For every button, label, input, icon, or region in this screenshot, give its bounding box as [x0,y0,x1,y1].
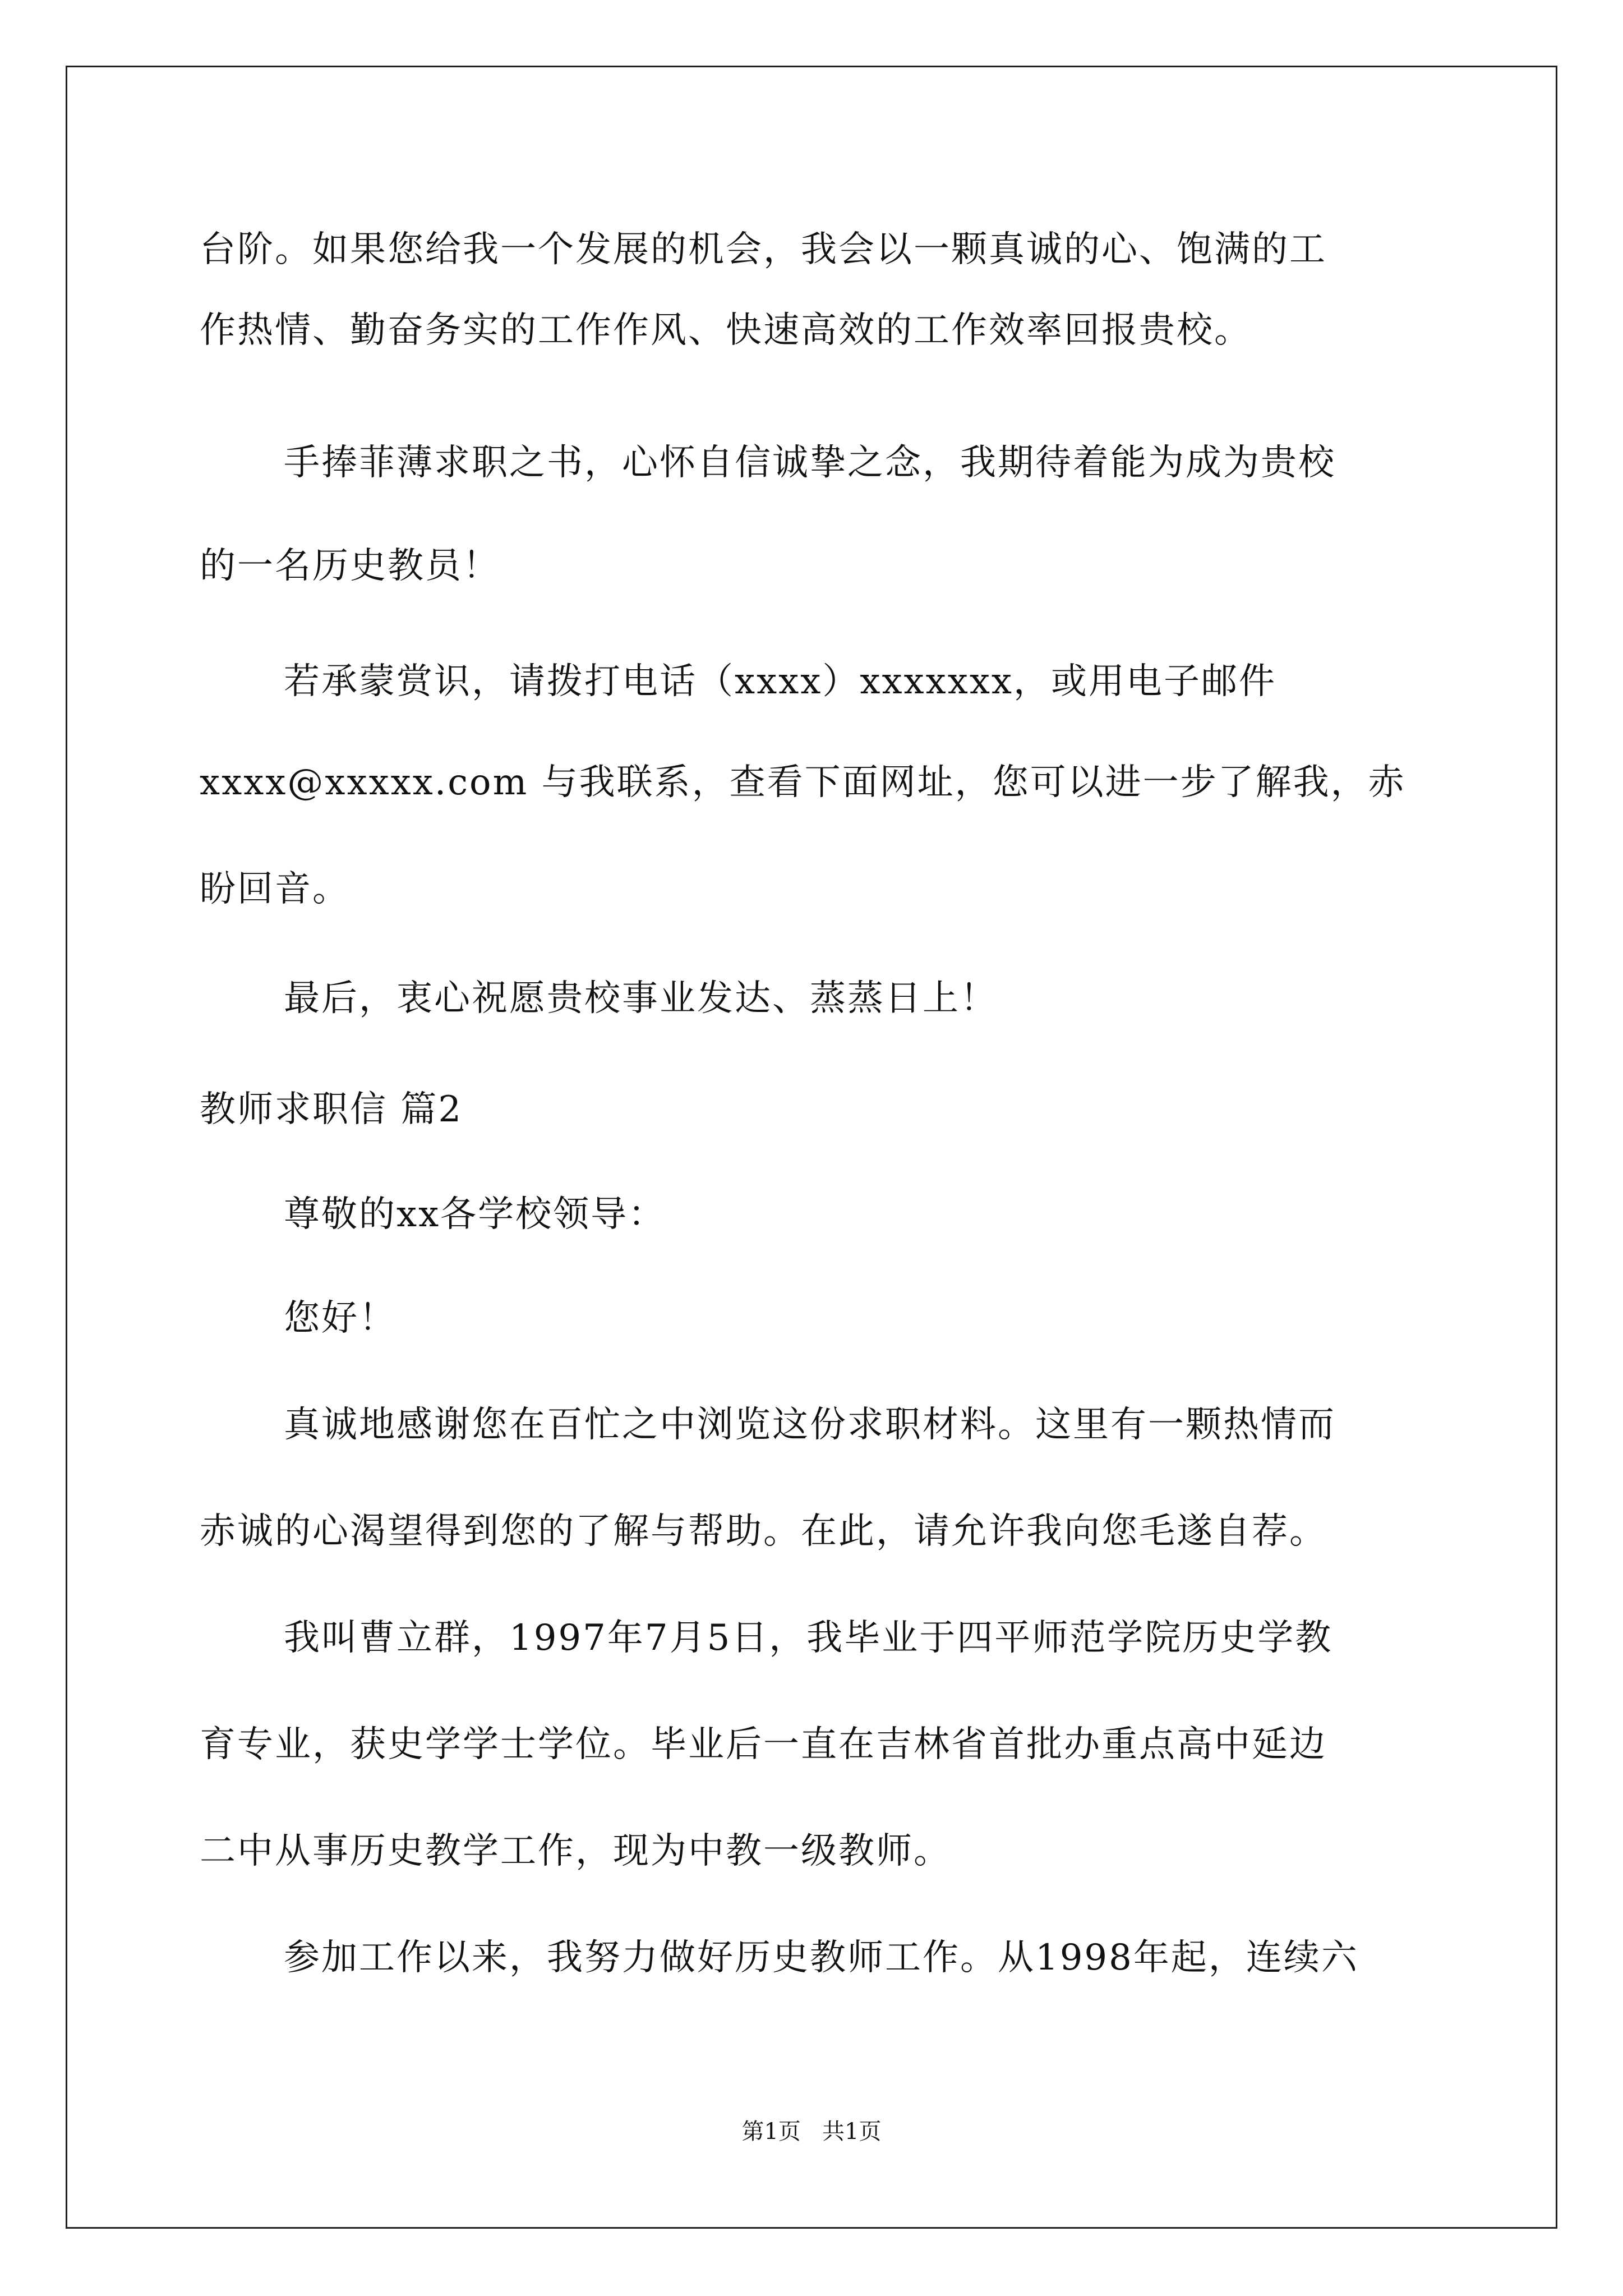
page-border [66,66,1557,2229]
text-line: 作热情、勤奋务实的工作作风、快速高效的工作效率回报贵校。 [200,310,1252,351]
text-line: 我叫曹立群，1997年7月5日，我毕业于四平师范学院历史学教 [284,1617,1333,1659]
text-line: 最后，衷心祝愿贵校事业发达、蒸蒸日上！ [284,978,998,1019]
greeting: 您好！ [284,1297,396,1339]
salutation: 尊敬的xx各学校领导： [284,1194,666,1235]
text-line: 台阶。如果您给我一个发展的机会，我会以一颗真诚的心、饱满的工 [200,229,1327,270]
text-line: 真诚地感谢您在百忙之中浏览这份求职材料。这里有一颗热情而 [284,1404,1336,1446]
page-footer: 第1页 共1页 [741,2119,882,2145]
text-line: 手捧菲薄求职之书，心怀自信诚挚之念，我期待着能为成为贵校 [284,442,1336,484]
text-line: 盼回音。 [200,868,350,910]
text-line: 若承蒙赏识，请拨打电话（xxxx）xxxxxxx，或用电子邮件 [284,661,1277,702]
text-line: xxxx@xxxxx.com 与我联系，查看下面网址，您可以进一步了解我，赤 [200,762,1406,803]
text-line: 的一名历史教员！ [200,545,500,587]
text-line: 参加工作以来，我努力做好历史教师工作。从1998年起，连续六 [284,1937,1359,1978]
text-line: 二中从事历史教学工作，现为中教一级教师。 [200,1830,951,1872]
text-line: 育专业，获史学学士学位。毕业后一直在吉林省首批办重点高中延边 [200,1724,1327,1765]
section-heading: 教师求职信 篇2 [200,1089,463,1130]
text-line: 赤诚的心渴望得到您的了解与帮助。在此，请允许我向您毛遂自荐。 [200,1511,1327,1552]
